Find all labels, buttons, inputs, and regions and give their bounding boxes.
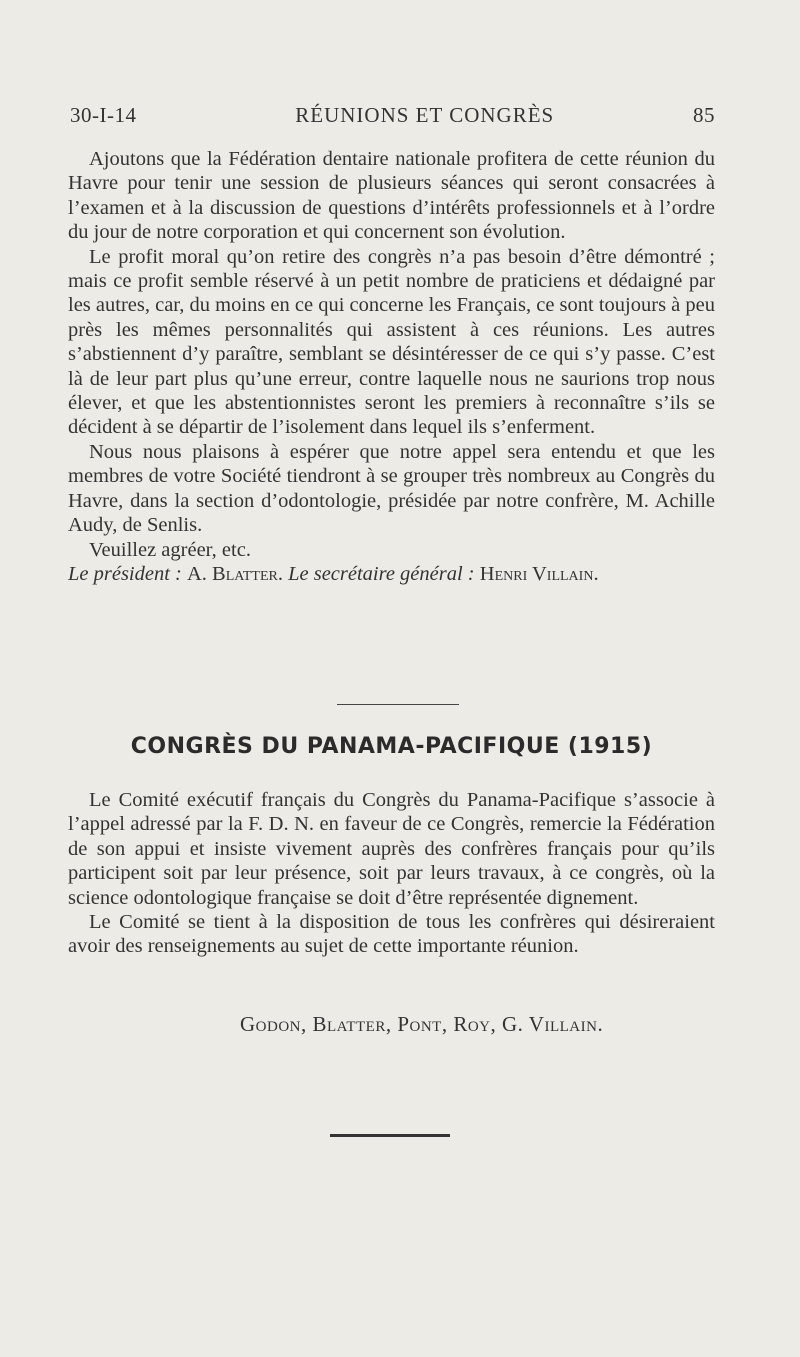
- secretary-label: Le secrétaire général :: [288, 562, 475, 585]
- committee-text: [68, 788, 715, 959]
- secretary-name: Henri Villain.: [479, 562, 599, 585]
- running-header: [70, 103, 715, 128]
- letter-text: [68, 147, 715, 586]
- authors-signature: Godon, Blatter, Pont, Roy, G. Villain.: [240, 1012, 604, 1036]
- header-date: 30-I-14: [70, 103, 137, 127]
- paragraph: Le Comité se tient à la disposition de tous les confrères qui désireraient avoir des renseignements au sujet de cette importante réunion.: [68, 911, 715, 958]
- paragraph: Nous nous plaisons à espérer que notre appel sera entendu et que les membres de votre Société tiendront à se grouper très nombreux au Congrès du Havre, dans la section d’odontologie, présidée par notre confrère, M. Achille Audy, de Senlis.: [68, 440, 715, 537]
- page-number: 85: [692, 103, 715, 127]
- end-rule: [330, 1134, 450, 1137]
- paragraph: Ajoutons que la Fédération dentaire nationale profitera de cette réunion du Havre pour tenir une session de plusieurs séances qui seront consacrées à l’examen et à la discussion de questions d’intérêts professionnels et à l’ordre du jour de notre corporation et qui concernent son évolution.: [68, 148, 715, 244]
- section-heading: CONGRÈS DU PANAMA-PACIFIQUE (1915): [130, 734, 653, 759]
- paragraph: Le Comité exécutif français du Congrès du Panama-Pacifique s’associe à l’appel adressé par la F. D. N. en faveur de ce Congrès, remercie la Fédération de son appui et insiste vivement auprès des confrères français pour qu’ils participent soit par leur présence, soit par leurs travaux, à ce congrès, où la science odontologique française se doit d’être représentée dignement.: [68, 789, 715, 909]
- letter-signature: [68, 562, 715, 586]
- president-name: A. Blatter.: [187, 562, 283, 585]
- header-title: RÉUNIONS ET CONGRÈS: [295, 103, 555, 127]
- section-divider: [337, 704, 459, 705]
- paragraph: Veuillez agréer, etc.: [89, 538, 251, 561]
- president-label: Le président :: [68, 562, 182, 585]
- paragraph: Le profit moral qu’on retire des congrès n’a pas besoin d’être démontré ; mais ce profit semble réservé à un petit nombre de praticiens et dédaigné par les autres, car, du moins en ce qui concerne les Français, ce sont toujours à peu près les mêmes personnalités qui assistent à ces réunions. Les autres s’abstiennent d’y paraître, semblant se désintéresser de ce qui s’y passe. C’est là de leur part plus qu’une erreur, contre laquelle nous ne saurions trop nous élever, et que les abstentionnistes seront les premiers à reconnaître s’ils se décident à se départir de l’isolement dans lequel ils s’enferment.: [68, 245, 715, 439]
